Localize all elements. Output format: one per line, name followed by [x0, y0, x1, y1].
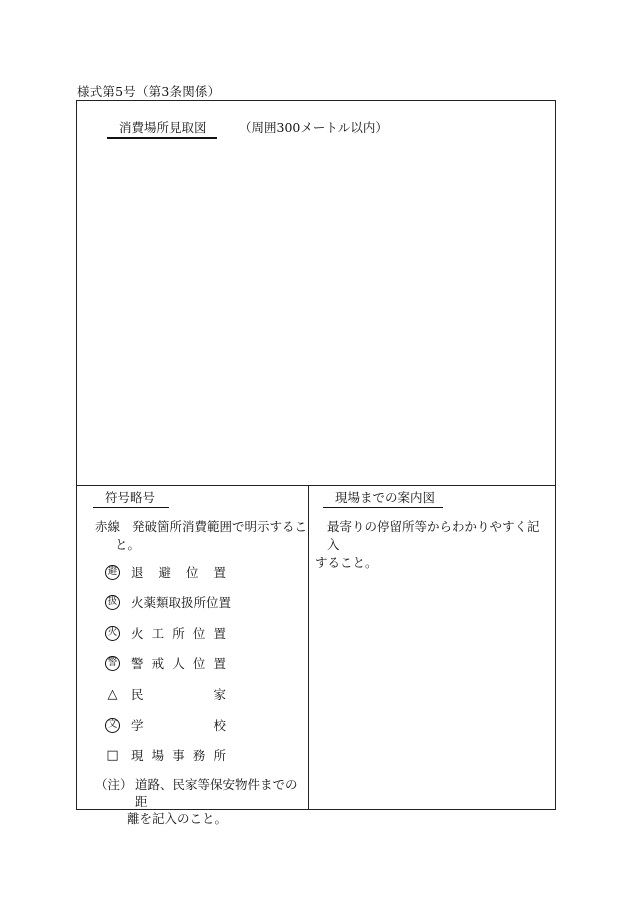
note-label: （注）: [95, 777, 133, 792]
guide-map-title: 現場までの案内図: [323, 488, 443, 508]
fire-symbol-icon: 火: [105, 626, 120, 641]
note-text: 道路、民家等保安物件までの距: [135, 777, 298, 809]
legend-item-guard: [105, 653, 226, 673]
legend-item-school: [105, 715, 226, 735]
triangle-icon: △: [107, 686, 118, 702]
legend-label-fireworks: 火 工 所 位 置: [131, 626, 226, 641]
red-line-label: 赤線: [95, 519, 121, 534]
legend-label-office: 現 場 事 務 所: [131, 748, 226, 763]
site-map-note: （周囲300メートル以内）: [239, 120, 388, 135]
symbols-section: [77, 486, 309, 826]
site-map-area: [77, 101, 555, 486]
legend-label-evacuation: 退 避 位 置: [131, 565, 226, 580]
site-map-title: 消費場所見取図: [107, 118, 217, 139]
legend-label-guard: 警 戒 人 位 置: [131, 656, 226, 671]
note-text-cont: 離を記入のこと。: [127, 811, 228, 826]
red-line-text: 発破箇所消費範囲で明示するこ: [132, 519, 308, 534]
legend-item-evacuation: [105, 562, 226, 582]
form-number: 様式第5号（第3条関係）: [77, 84, 221, 99]
guide-map-instruction: [315, 518, 551, 572]
evacuation-symbol-icon: 避: [105, 565, 120, 580]
legend-label-school: 学 校: [131, 718, 226, 733]
red-line-text-cont: と。: [115, 537, 141, 552]
legend-item-office: [105, 745, 226, 765]
guide-map-section: [309, 486, 555, 809]
legend-label-handling: 火薬類取扱所位置: [131, 595, 232, 610]
symbols-title: 符号略号: [93, 488, 169, 508]
note: [95, 776, 307, 827]
guide-text: 最寄りの停留所等からわかりやすく記入: [327, 519, 540, 552]
handling-symbol-icon: 扱: [105, 595, 120, 610]
legend-item-fireworks: [105, 623, 226, 643]
guard-symbol-icon: 警: [105, 656, 120, 671]
legend-label-house: 民 家: [131, 687, 226, 702]
school-symbol-icon: 文: [105, 718, 120, 733]
legend-item-handling: [105, 592, 232, 612]
guide-text-cont: すること。: [315, 555, 378, 570]
form-frame: [76, 100, 556, 826]
square-icon: □: [106, 747, 119, 763]
legend-item-house: [105, 684, 226, 704]
red-line-description: [95, 518, 307, 554]
